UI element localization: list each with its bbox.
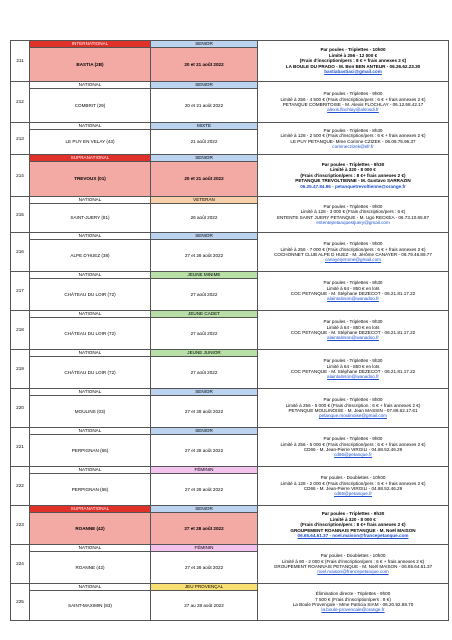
venue-city: BASTIA (2B) [30,48,151,82]
detail-line: Par poules - Triplettes - 9h30 [321,511,385,517]
venue-city: PERPIGNAN (66) [30,474,151,506]
level-label: NATIONAL [30,272,151,279]
entry-row [11,41,449,48]
entry-row [11,389,449,396]
competition-details [258,272,449,311]
category-label: SENIOR [151,233,258,240]
event-date: 27 août 2022 [151,357,258,389]
contact-email-link[interactable]: ententepetanquestjuery@gmail.com [316,219,390,225]
detail-line: GROUPEMENT ROANNAIS PETANQUE - M. Noël MAISON - 06.65.64.61.37 [273,564,433,569]
contact-email-link[interactable]: alaintalnson@wanadoo.fr [327,374,379,380]
detail-line: Limité à 256 - 4 500 € (Frais d'inscription/pers : 6 € + frais annexes 2 €) [280,96,426,102]
contact-email-link[interactable]: cd66@petanque.fr [334,491,372,497]
event-date: 27 août 2022 [151,279,258,311]
category-label: FÉMININ [151,545,258,552]
level-label: NATIONAL [30,428,151,435]
event-date: 20 et 21 août 2022 [151,48,258,82]
entry-number: 220 [11,389,30,428]
contact-email-link[interactable]: noel.maison@francepetanque.com [317,569,389,575]
category-label: SENIOR [151,41,258,48]
detail-line: Limité à 64 - 850 € en lots [326,363,380,369]
entry-number: 214 [11,155,30,197]
detail-line: Par poules - Triplettes - 9h00 [323,203,383,209]
event-date: 27 et 28 août 2022 [151,513,258,545]
event-date: 20 et 21 août 2022 [151,162,258,197]
level-label: NATIONAL [30,389,151,396]
detail-line: (Frais d'inscription/pers : 8 €+ frais annexes 2 €) [300,522,406,528]
category-label: JEUNE JUNIOR [151,350,258,357]
entry-row [11,584,449,591]
venue-city: LE PUY EN VELAY (43) [30,130,151,155]
contact-email-link[interactable]: alaintalnson@wanadoo.fr [327,296,379,302]
detail-line: Limité à 64 - 850 € en lots [326,324,380,330]
competition-details [258,82,449,123]
entry-number: 225 [11,584,30,621]
category-label: SENIOR [151,389,258,396]
level-label: NATIONAL [30,82,151,89]
detail-line: Par poules - Triplettes - 9h30 [323,319,383,325]
detail-line: GROUPEMENT ROANNAIS PETANQUE - M. Noël MAISON [290,527,416,533]
entry-number: 223 [11,506,30,545]
entry-row [11,467,449,474]
detail-line: Par poules - Doublettes - 10h00 [320,553,386,559]
event-date: 27 et 28 août 2022 [151,474,258,506]
category-label: VETERAN [151,197,258,204]
entry-row [11,123,449,130]
contact-email-link[interactable]: 06.65.64.61.37 - noel.maison@francepetanque.com [297,533,409,539]
venue-city: COMBRIT (29) [30,89,151,123]
category-label: JEUNE MINIME [151,272,258,279]
event-date: 27 et 28 août 2022 [151,240,258,272]
contact-email-link[interactable]: corinneczizek@sfr.fr [332,143,374,149]
level-label: NATIONAL [30,123,151,130]
venue-city: ROANNE (42) [30,552,151,584]
venue-city: CHÂTEAU DU LOIR (72) [30,357,151,389]
entry-row [11,272,449,279]
detail-line: ENTENTE SAINT JUERY PETANQUE - M. Ugo RECKEA - 06.73.10.65.97 [276,214,430,220]
entry-row [11,545,449,552]
level-label: NATIONAL [30,233,151,240]
detail-line: Par poules - Triplettes - 9h30 [323,280,383,286]
detail-line: Par poules - Triplettes - 9h00 [323,241,383,247]
detail-line: La Boule Provençale - Mme Patricia SIAM - 06.20.92.68.70 [292,602,414,607]
event-date: 27 au 28 août 2022 [151,591,258,621]
detail-line: PETANQUE MOULINOISE - M. Jean MASSIN - 07.86.62.17.61 [288,408,418,413]
entry-number: 216 [11,233,30,272]
competition-details [258,545,449,584]
entry-number: 211 [11,41,30,82]
level-label: NATIONAL [30,467,151,474]
detail-line: Par poules - Triplettes - 8h00 [323,397,383,403]
contact-email-link[interactable]: canayerjerome@gmail.com [325,257,381,263]
level-label: INTERNATIONAL [30,41,151,48]
detail-line: Limité à 320 - 8 000 € [330,516,376,522]
competition-details [258,123,449,155]
detail-line: PETANQUE COMBRITOISE - M. Alexis FLOCHLAY - 06.12.58.42.17 [282,102,424,107]
competition-details [258,389,449,428]
level-label: NATIONAL [30,311,151,318]
detail-line: 7 500 € (Frais d'inscription/pers : 8 €) [315,596,391,602]
competition-details [258,506,449,545]
entry-number: 218 [11,311,30,350]
event-date: 26 août 2022 [151,204,258,233]
category-label: MIXTE [151,123,258,130]
entry-number: 221 [11,428,30,467]
event-date: 27 août 2022 [151,318,258,350]
detail-line: Par poules - Triplettes - 10h00 [320,47,386,53]
entry-row [11,350,449,357]
entry-row [11,82,449,89]
competition-details [258,233,449,272]
detail-line: CD66 - M. Jean-Pierre VIRGILI - 04.68.52.46.29 [303,486,403,491]
competition-details [258,311,449,350]
venue-city: PERPIGNAN (66) [30,435,151,467]
detail-line: Limité à 256 - 12 000 € [328,52,378,58]
detail-line: (Frais d'inscription/pers : 8 €+ frais annexes 2 €) [300,172,406,178]
competition-details [258,155,449,197]
detail-line: Limité à 128 - 2 000 € (Frais d'inscription/pers : 6 € + frais annexes 2 €) [280,480,426,486]
contact-email-link[interactable]: 06.25.47.84.86 - petanquetrevoltienne@orange.fr [300,183,406,189]
event-date: 27 et 28 août 2022 [151,396,258,428]
detail-line: Limité à 320 - 8 000 € [330,167,376,173]
detail-line: COC PETANQUE - M. Stéphane DEZECOT - 06.21.81.17.22 [290,369,416,374]
detail-line: Limité à 256 - 5 000 € (Frais d'inscription/pers : 6 € + frais annexes 2 €) [280,441,426,447]
entry-number: 222 [11,467,30,506]
detail-line: COCHONNET CLUB ALPE D HUEZ - M. Jérôme CANAYER - 06.79.46.89.77 [274,252,432,257]
venue-city: SAINT-JUERY (81) [30,204,151,233]
venue-city: CHÂTEAU DU LOIR (72) [30,279,151,311]
entry-row [11,311,449,318]
detail-line: LE PUY PETANQUE- Mme Corinne CZIZEK - 06.09.75.96.37 [290,138,416,144]
contact-email-link[interactable]: la.boule-provencale@orange.fr [321,607,385,613]
competition-details [258,350,449,389]
category-label: FÉMININ [151,467,258,474]
contact-email-link[interactable]: petanque.moulinoise@gmail.com [319,413,387,419]
detail-line: Par poules - Triplettes - 8h30 [323,127,383,133]
detail-line: Limité à 80 - 2 000 € (Frais d'inscription/pers : 6 € + frais annexes 2 €) [281,558,425,564]
detail-line: LA BOULE DU PRADO - M. Bon BEN ANTEUR - 06.26.62.23.30 [285,63,421,69]
level-label: NATIONAL [30,584,151,591]
venue-city: MOULINS (03) [30,396,151,428]
contact-email-link[interactable]: alexis.flochlay@alsosdi.fr [327,107,379,113]
level-label: NATIONAL [30,197,151,204]
entry-number: 213 [11,123,30,155]
event-date: 27 et 28 août 2022 [151,435,258,467]
detail-line: PETANQUE TREVOLTIENNE - M. Gustavo SARRAZIN [295,178,411,184]
level-label: SUPRANATIONAL [30,155,151,162]
level-label: NATIONAL [30,545,151,552]
category-label: JEUNE CADET [151,311,258,318]
category-label: SENIOR [151,506,258,513]
entry-row [11,197,449,204]
competition-details [258,197,449,233]
detail-line: (Frais d'inscription/pers : 8 € + frais annexes 2 €) [299,58,407,64]
venue-city: CHÂTEAU DU LOIR (72) [30,318,151,350]
detail-line: Élimination directe - Triplettes - 9h00 [315,591,391,597]
entry-number: 215 [11,197,30,233]
competition-details [258,467,449,506]
contact-email-link[interactable]: alaintalnson@wanadoo.fr [327,335,379,341]
detail-line: COC PETANQUE - M. Stéphane DEZECOT - 06.21.81.17.22 [290,330,416,335]
detail-line: Limité à 64 - 850 € en lots [326,285,380,291]
level-label: NATIONAL [30,350,151,357]
category-label: JEU PROVENÇAL [151,584,258,591]
category-label: SENIOR [151,82,258,89]
venue-city: ALPE D'HUEZ (38) [30,240,151,272]
entry-row [11,233,449,240]
level-label: SUPRANATIONAL [30,506,151,513]
detail-line: Par poules - Triplettes - 9h00 [323,436,383,442]
entry-row [11,155,449,162]
detail-line: COC PETANQUE - M. Stéphane DEZECOT - 06.21.81.17.22 [290,291,416,296]
competition-details [258,41,449,82]
detail-line: Par poules - Triplettes - 9h30 [321,161,385,167]
competition-table [10,40,449,621]
competition-details [258,584,449,621]
category-label: SENIOR [151,155,258,162]
entry-row [11,506,449,513]
detail-line: Par poules - Doublettes - 10h00 [320,475,386,481]
detail-line: Limité à 128 - 3 000 € (Frais d'inscription/pers : 6 €) [300,209,406,215]
event-date: 21 août 2022 [151,130,258,155]
venue-city: SAINT-MAXIMIN (83) [30,591,151,621]
venue-city: ROANNE (42) [30,513,151,545]
entry-number: 219 [11,350,30,389]
contact-email-link[interactable]: bastiabastiaci@gmail.com [324,69,382,75]
detail-line: Limité à 256 - 5 000 € (Frais d'inscription : 6 € + frais annexes 2 €) [285,402,421,408]
detail-line: Par poules - Triplettes - 9h30 [323,358,383,364]
entry-number: 217 [11,272,30,311]
event-date: 20 et 21 août 2022 [151,89,258,123]
entry-row [11,428,449,435]
entry-number: 224 [11,545,30,584]
entry-number: 212 [11,82,30,123]
category-label: SENIOR [151,428,258,435]
event-date: 27 et 28 août 2022 [151,552,258,584]
detail-line: CD66 - M. Jean-Pierre VIRGILI - 04.68.52.46.29 [303,447,403,452]
contact-email-link[interactable]: cd66@petanque.fr [334,452,372,458]
detail-line: Limité à 128 - 2 500 € (Frais d'inscription/pers : 6 € + frais annexes 2 €) [280,133,426,139]
venue-city: TREVOUX (01) [30,162,151,197]
competition-details [258,428,449,467]
detail-line: Par poules - Triplettes - 9h00 [323,91,383,97]
detail-line: Limité à 256 - 7 000 € (Frais d'inscription/pers : 6 € + frais annexes 2 €) [280,246,426,252]
